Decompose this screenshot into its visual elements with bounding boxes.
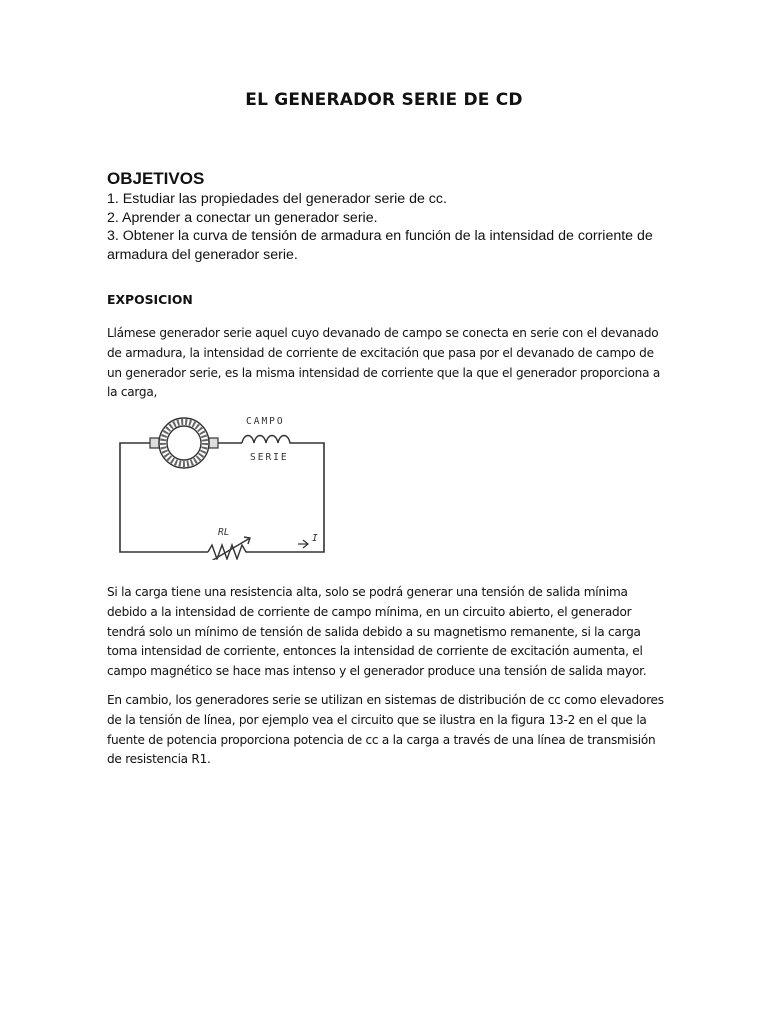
objetivo-item-1: 1. Estudiar las propiedades del generador serie de cc. [107, 191, 447, 207]
load-label: RL [218, 527, 230, 538]
exposicion-paragraph-2: Si la carga tiene una resistencia alta, solo se podrá generar una tensión de salida mínima debido a la intensidad de corriente de campo mínima, en un circuito abierto, el generador tendrá solo un mínimo de tensión de salida debido a su magnetismo remanente, si la carga toma intensidad de corriente, entonces la intensidad de corriente de excitación aumenta, el campo magnético se hace mas intenso y el generador produce una tensión de salida mayor. [107, 585, 647, 679]
exposicion-paragraph-1: Llámese generador serie aquel cuyo devanado de campo se conecta en serie con el devanado de armadura, la intensidad de corriente de excitación que pasa por el devanado de campo de un generador serie, es la misma intensidad de corriente que la que el generador proporciona a la carga, [107, 326, 660, 400]
field-label-top: CAMPO [246, 416, 285, 427]
exposicion-paragraph-3: En cambio, los generadores serie se utilizan en sistemas de distribución de cc como elevadores de la tensión de línea, por ejemplo vea el circuito que se ilustra en la figura 13-2 en el que la fuente de potencia proporciona potencia de cc a la carga a través de una línea de transmisión de resistencia R1. [107, 693, 664, 767]
current-label: I [312, 533, 318, 544]
armature-icon [159, 418, 209, 468]
field-coil-icon [242, 436, 294, 444]
objetivo-item-3: 3. Obtener la curva de tensión de armadura en función de la intensidad de corriente de armadura del generador serie. [107, 228, 653, 263]
objetivo-item-2: 2. Aprender a conectar un generador serie. [107, 209, 378, 226]
load-resistor-icon [208, 537, 250, 560]
objetivos-heading: OBJETIVOS [107, 169, 205, 188]
exposicion-heading: EXPOSICION [107, 292, 193, 307]
page-title: EL GENERADOR SERIE DE CD [245, 90, 523, 110]
field-label-bottom: SERIE [250, 452, 289, 463]
current-arrow-icon [298, 540, 308, 548]
series-generator-circuit-diagram [112, 410, 332, 560]
objetivos-list [107, 190, 667, 264]
